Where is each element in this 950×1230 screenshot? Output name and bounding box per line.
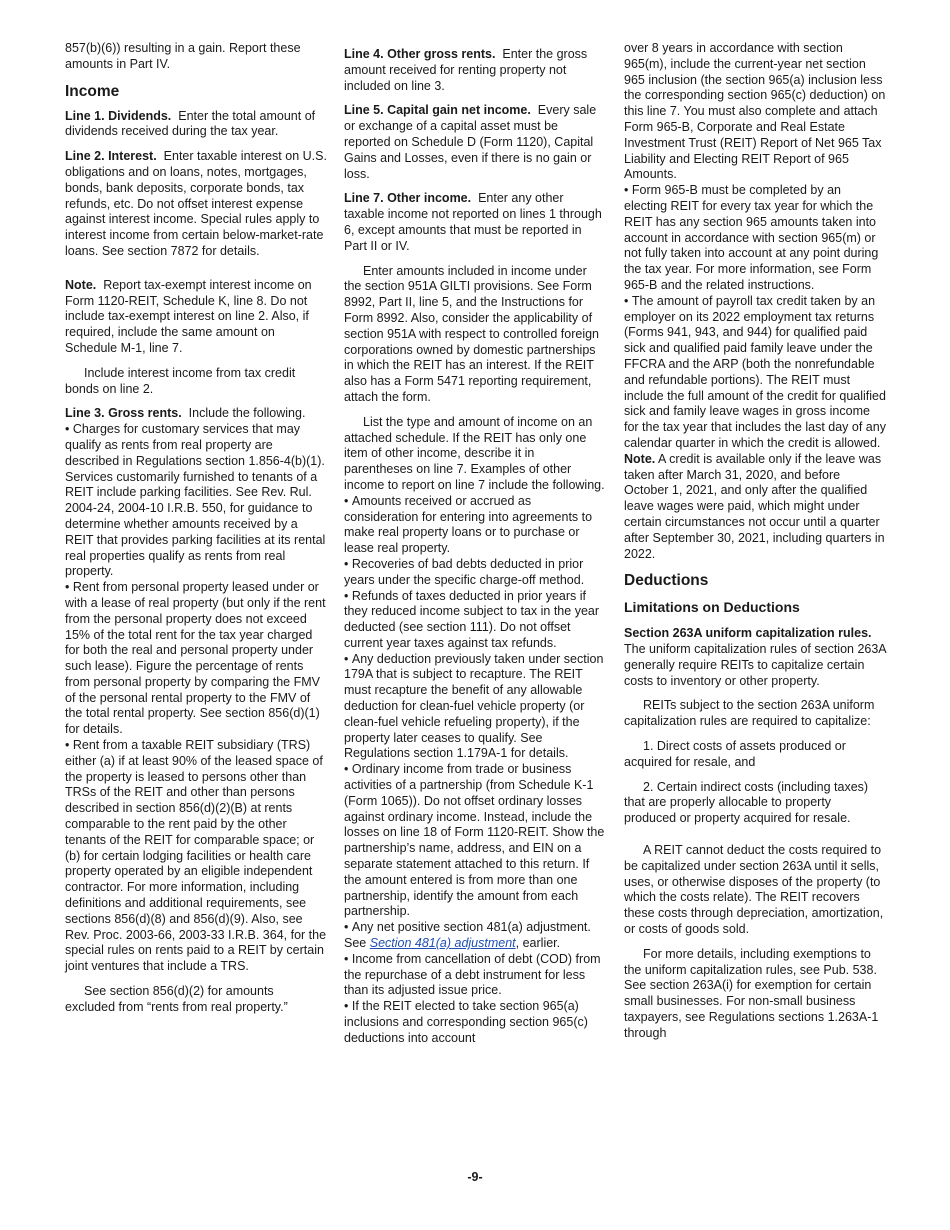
paragraph: A REIT cannot deduct the costs required to be capitalized under section 263A until it sells, uses, or otherwise disposes of the property (to which the costs relate). The REIT recovers these costs through depreciation, amortization, or costs of goods sold. [624, 843, 884, 937]
heading-income: Income [65, 82, 120, 100]
bullet-text: Ordinary income from trade or business activities of a partnership (from Schedule K-1 (Form 1065)). Do not offset ordinary losses against ordinary income. Instead, include the losses on line 18 of Form 1120-REIT. Show the partnership’s name, address, and EIN on a separate statement attached to this return. If the amount entered is from more than one partnership, identify the amount from each partnership. [344, 762, 605, 919]
line1-paragraph [65, 109, 327, 141]
bullet-text: The amount of payroll tax credit taken by an employer on its 2022 employment tax returns (Forms 941, 943, and 944) for qualified paid sick and qualified paid family leave under the FFCRA and the ARP (both the nonrefundable and refundable portions). The REIT must include the full amount of the credit for qualified sick and family leave wages in gross income for the tax year that includes the last day of any calendar quarter in which the credit is allowed. [624, 293, 886, 450]
line1-text: Enter the total amount of dividends received during the tax year. [65, 108, 316, 139]
note-text: A credit is available only if the leave was taken after March 31, 2020, and before October 1, 2021, and only after the qualified leave wages were paid, which might under certain circumstances not occur until a quarter after September 30, 2021, including quarters in 2022. [624, 451, 885, 561]
bullet-icon: • [344, 762, 352, 777]
bullet-text: If the REIT elected to take section 965(a) inclusions and corresponding section 965(c) deductions into account [344, 999, 588, 1045]
bullet-item [65, 738, 327, 975]
bullet-icon: • [65, 422, 73, 437]
bullet-item [344, 652, 606, 763]
bullet-text: Refunds of taxes deducted in prior years if they reduced income subject to tax in the year deducted (see section 111). Do not offset current year taxes against tax refunds. [344, 588, 600, 650]
bullet-item [344, 494, 606, 557]
line3-paragraph [65, 406, 327, 422]
bullet-icon: • [65, 580, 73, 595]
bullet-icon: • [344, 493, 352, 508]
bullet-icon: • [344, 920, 352, 935]
paragraph: REITs subject to the section 263A uniform capitalization rules are required to capitalize: [624, 698, 875, 729]
bullet-icon: • [624, 183, 632, 198]
line7-heading: Line 7. Other income. [344, 191, 472, 206]
numbered-item: 1. Direct costs of assets produced or acquired for resale, and [624, 739, 846, 769]
page-number: -9- [467, 1170, 483, 1184]
numbered-item: 2. Certain indirect costs (including taxes) that are properly allocable to property produced or property acquired for resale. [624, 779, 869, 826]
line5-paragraph [344, 103, 606, 182]
bullet-icon: • [65, 738, 73, 753]
bullet-item [344, 920, 606, 952]
bullet-icon: • [624, 293, 632, 308]
line5-heading: Line 5. Capital gain net income. [344, 103, 531, 118]
line4-paragraph [344, 47, 606, 94]
line2-heading: Line 2. Interest. [65, 149, 157, 164]
line4-text: Enter the gross amount received for renting property not included on line 3. [344, 47, 588, 93]
paragraph: Include interest income from tax credit bonds on line 2. [65, 365, 296, 396]
bullet-text: Recoveries of bad debts deducted in prior years under the specific charge-off method. [344, 556, 585, 587]
heading-limitations: Limitations on Deductions [624, 599, 800, 616]
bullet-item [65, 422, 327, 580]
line1-heading: Line 1. Dividends. [65, 108, 172, 123]
bullet-icon: • [344, 999, 352, 1014]
column-left [65, 41, 327, 1025]
bullet-item [624, 294, 886, 452]
section-263a-text: The uniform capitalization rules of section 263A generally require REITs to capitalize certain costs to inventory or other property. [624, 642, 886, 688]
line2-text: Enter taxable interest on U.S. obligations and on loans, notes, mortgages, bonds, bank deposits, corporate bonds, tax refunds, etc. Do not offset interest expense against interest income. Special rules apply to interest income from certain below-market-rate loans. See section 7872 for details. [65, 149, 327, 258]
bullet-icon: • [344, 651, 352, 666]
bullet-item [65, 580, 327, 738]
bullet-text: Any deduction previously taken under section 179A that is subject to recapture. The REIT must recapture the benefit of any allowable deduction for clean-fuel vehicle property (or clean-fuel vehicle refueling property), if the property later ceases to qualify. See Regulations section 1.179A-1 for details. [344, 651, 604, 761]
note-heading: Note. [65, 277, 97, 292]
bullet-text: Form 965-B must be completed by an electing REIT for every tax year for which the REIT has any section 965 amounts taken into account in accordance with section 965(m) or not fully taken into account at any point during the tax year. For more information, see Form 965-B and the related instructions. [624, 183, 879, 292]
line4-heading: Line 4. Other gross rents. [344, 47, 496, 61]
bullet-text: Rent from personal property leased under or with a lease of real property (but only if the rent from the personal property does not exceed 15% of the total rent for the tax year charged for both the real and personal property under such lease). Figure the percentage of rents from personal property by comparing the FMV of the personal rental property to the FMV of the total rental property. See section 856(d)(1) for details. [65, 580, 326, 737]
bullet-text: Charges for customary services that may qualify as rents from real property are described in Regulations section 1.856-4(b)(1). Services customarily furnished to tenants of a REIT include parking facilities. See Rev. Rul. 2004-24, 2004-10 I.R.B. 550, for guidance to determine whether amounts received by a REIT that provides parking facilities at its rental real properties qualify as rents from real property. [65, 422, 326, 579]
paragraph: See section 856(d)(2) for amounts excluded from “rents from real property.” [65, 984, 288, 1014]
line3-heading: Line 3. Gross rents. [65, 406, 182, 421]
paragraph: For more details, including exemptions to the uniform capitalization rules, see Pub. 538. See section 263A(i) for exemption for certain small businesses. For non-small business taxpayers, see Regulations sections 1.263A-1 through [624, 946, 879, 1040]
section-263a-paragraph [624, 626, 886, 689]
paragraph: List the type and amount of income on an attached schedule. If the REIT has only one item of other income, describe it in parentheses on line 7. Examples of other income to report on line 7 include the following. [344, 414, 605, 492]
line3-text: Include the following. [188, 406, 306, 421]
section-481a-link[interactable]: Section 481(a) adjustment [369, 936, 516, 951]
section-263a-heading: Section 263A uniform capitalization rules. [624, 626, 872, 641]
bullet-text: Rent from a taxable REIT subsidiary (TRS) either (a) if at least 90% of the leased space of the property is leased to persons other than TRSs of the REIT and other than persons described in section 856(d)(2)(B) at rents comparable to the rent paid by the other tenants of the REIT for comparable space; or (b) for certain lodging facilities or health care property operated by an eligible independent contractor. For more information, including definitions and additional requirements, see sections 856(d)(8) and 856(d)(9). Also, see Rev. Proc. 2003-66, 2003-33 I.R.B. 364, for the special rules on rents paid to a REIT by certain joint ventures that include a TRS. [65, 738, 327, 974]
line7-paragraph [344, 191, 606, 254]
line7-text: Enter any other taxable income not reported on lines 1 through 6, except amounts that must be reported in Part II or IV. [344, 191, 602, 253]
note-paragraph [624, 452, 886, 563]
line5-text: Every sale or exchange of a capital asset must be reported on Schedule D (Form 1120), Capital Gains and Losses, even if there is no gain or loss. [344, 103, 597, 181]
paragraph: 857(b)(6)) resulting in a gain. Report these amounts in Part IV. [65, 41, 301, 71]
bullet-text: Amounts received or accrued as consideration for entering into agreements to make real property loans or to purchase or lease real property. [344, 493, 593, 556]
bullet-item [344, 999, 606, 1046]
column-middle [344, 47, 606, 1047]
bullet-item [344, 557, 606, 589]
bullet-text: , earlier. [515, 936, 561, 951]
note-heading: Note. [624, 451, 656, 466]
line2-paragraph [65, 149, 327, 260]
bullet-item [344, 589, 606, 652]
bullet-icon: • [344, 556, 352, 571]
paragraph: over 8 years in accordance with section 965(m), include the current-year net section 965 inclusion (the section 965(a) inclusion less the corresponding section 965(c) deduction) on this line 7. You must also complete and attach Form 965-B, Corporate and Real Estate Investment Trust (REIT) Report of Net 965 Tax Liability and Electing REIT Report of 965 Amounts. [624, 41, 886, 182]
bullet-text: Any net positive section 481(a) adjustment. See [344, 920, 591, 951]
note-paragraph [65, 278, 327, 357]
bullet-icon: • [344, 588, 352, 603]
note-text: Report tax-exempt interest income on Form 1120-REIT, Schedule K, line 8. Do not include tax-exempt interest on line 2. Also, if required, include the same amount on Schedule M-1, line 7. [65, 277, 312, 355]
paragraph: Enter amounts included in income under the section 951A GILTI provisions. See Form 8992, Part II, line 5, and the Instructions for Form 8992. Also, consider the applicability of section 951A with respect to controlled foreign corporations owned by domestic partnerships in which the REIT has an interest. If the REIT also has a Form 5471 reporting requirement, attach the form. [344, 263, 600, 404]
bullet-icon: • [344, 951, 352, 966]
bullet-item [344, 762, 606, 920]
bullet-text: Income from cancellation of debt (COD) from the repurchase of a debt instrument for less than its adjusted issue price. [344, 951, 601, 998]
heading-deductions: Deductions [624, 572, 709, 590]
bullet-item [344, 952, 606, 999]
column-right [624, 41, 886, 1051]
bullet-item [624, 183, 886, 294]
